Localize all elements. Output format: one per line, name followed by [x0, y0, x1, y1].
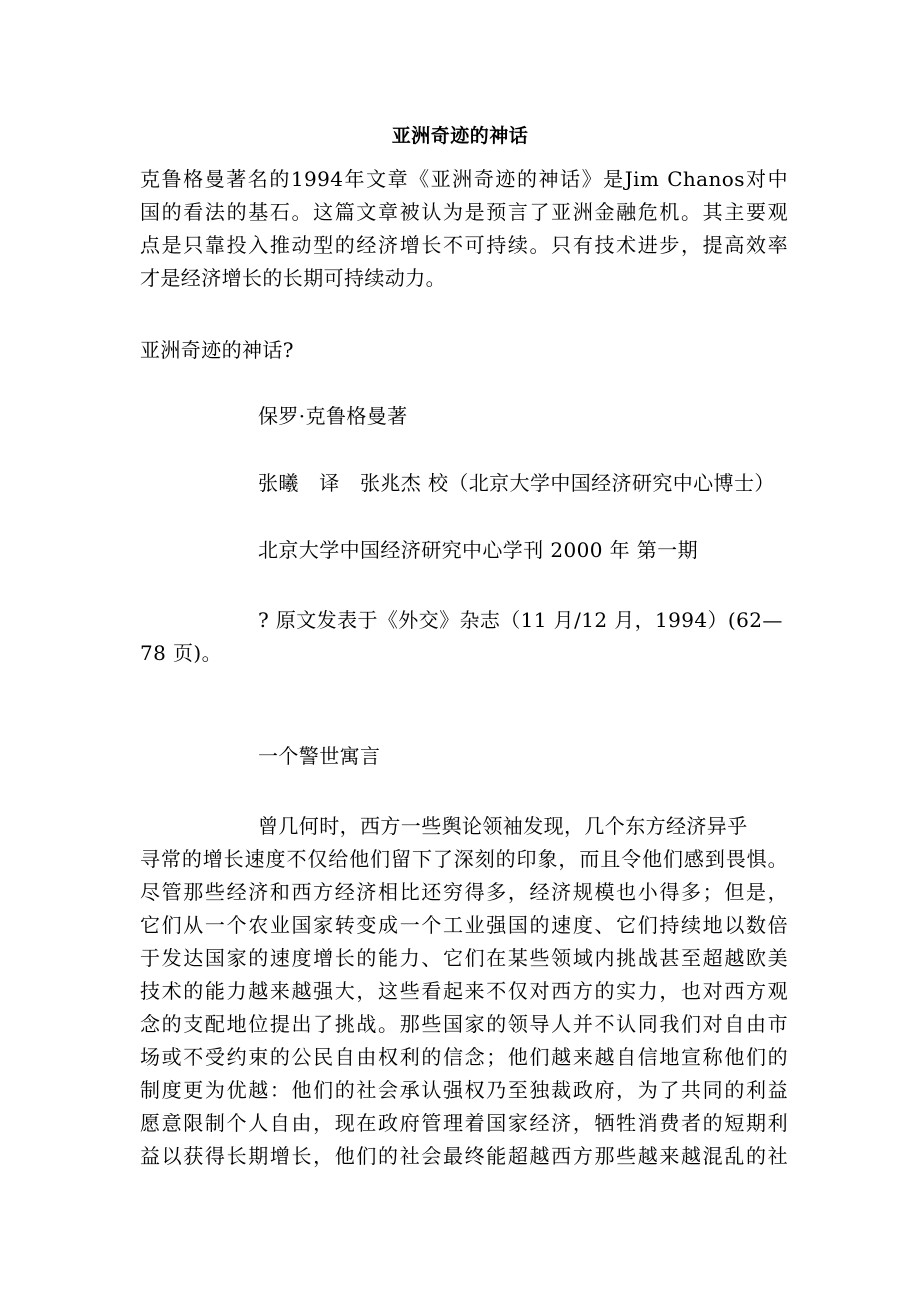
- intro-paragraph: [140, 163, 788, 295]
- section-heading: 一个警世寓言: [258, 744, 381, 768]
- body-paragraph: [140, 843, 788, 1173]
- author-line: 保罗·克鲁格曼著: [258, 404, 408, 428]
- body-line: 制度更为优越：他们的社会承认强权乃至独裁政府，为了共同的利益: [140, 1078, 788, 1102]
- source-line-continued: 78 页)。: [140, 641, 223, 665]
- body-line: 益以获得长期增长，他们的社会最终能超越西方那些越来越混乱的社: [140, 1144, 788, 1168]
- journal-line: 北京大学中国经济研究中心学刊 2000 年 第一期: [258, 538, 698, 562]
- body-line: 技术的能力越来越强大，这些看起来不仅对西方的实力，也对西方观: [140, 979, 788, 1003]
- body-line: 寻常的增长速度不仅给他们留下了深刻的印象，而且令他们感到畏惧。: [140, 847, 788, 871]
- intro-line: 才是经济增长的长期可持续动力。: [140, 266, 446, 290]
- body-line: 于发达国家的速度增长的能力、它们在某些领域内挑战甚至超越欧美: [140, 946, 788, 970]
- body-line: 尽管那些经济和西方经济相比还穷得多，经济规模也小得多；但是，: [140, 880, 788, 904]
- intro-line: 国的看法的基石。这篇文章被认为是预言了亚洲金融危机。其主要观: [140, 200, 788, 224]
- subtitle: 亚洲奇迹的神话?: [140, 338, 294, 362]
- intro-line: 克鲁格曼著名的1994年文章《亚洲奇迹的神话》是Jim Chanos对中: [140, 167, 788, 191]
- translator-line: 张曦 译 张兆杰 校（北京大学中国经济研究中心博士）: [258, 471, 775, 495]
- body-first-line: 曾几何时，西方一些舆论领袖发现，几个东方经济异乎: [258, 814, 748, 838]
- body-line: 场或不受约束的公民自由权利的信念；他们越来越自信地宣称他们的: [140, 1045, 788, 1069]
- document-title: 亚洲奇迹的神话: [391, 125, 529, 147]
- intro-line: 点是只靠投入推动型的经济增长不可持续。只有技术进步，提高效率: [140, 233, 788, 257]
- body-line: 愿意限制个人自由，现在政府管理着国家经济，牺牲消费者的短期利: [140, 1111, 788, 1135]
- source-line: ? 原文发表于《外交》杂志（11 月/12 月，1994）(62—: [258, 608, 783, 632]
- body-line: 它们从一个农业国家转变成一个工业强国的速度、它们持续地以数倍: [140, 913, 788, 937]
- body-line: 念的支配地位提出了挑战。那些国家的领导人并不认同我们对自由市: [140, 1012, 788, 1036]
